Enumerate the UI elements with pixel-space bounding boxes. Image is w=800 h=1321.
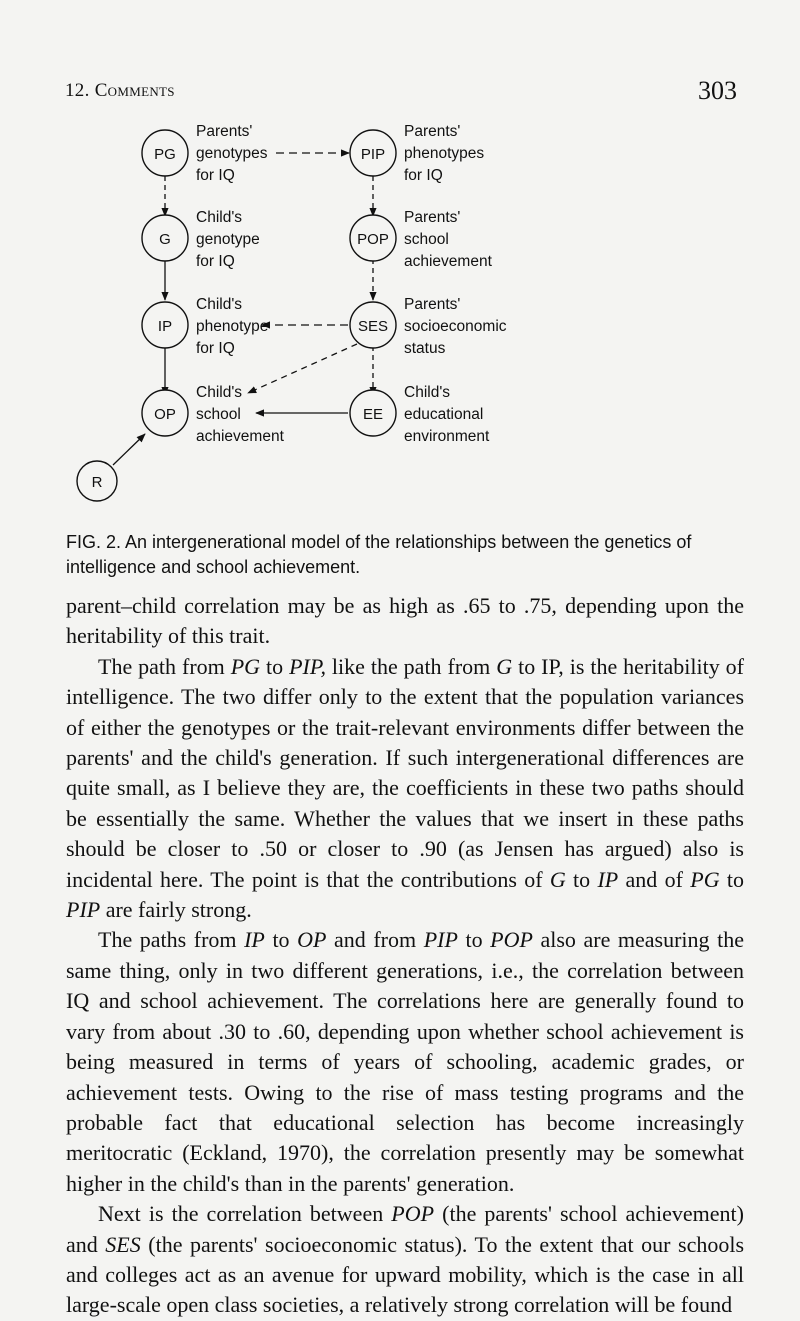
node-ip-label-2: phenotype	[196, 318, 269, 335]
node-ses-label-1: Parents'	[404, 296, 461, 313]
node-ee-label-2: educational	[404, 406, 484, 423]
node-r-abbr: R	[91, 474, 103, 491]
paragraph-1: parent–child correlation may be as high as .65 to .75, depending upon the heritability of this trait.	[66, 593, 744, 649]
link-r-op	[113, 434, 145, 465]
node-op-abbr: OP	[154, 406, 176, 423]
node-ses-abbr: SES	[357, 318, 389, 335]
node-pop-label-3: achievement	[404, 253, 492, 270]
figure-caption: FIG. 2. An intergenerational model of the relationships between the genetics of intelligence and school achievement.	[66, 532, 692, 577]
node-pop-abbr: POP	[357, 231, 389, 248]
node-ses-label-3: status	[404, 340, 446, 357]
node-pg-label-3: for IQ	[196, 167, 235, 184]
node-pop-label-2: school	[404, 231, 449, 248]
node-g-label-1: Child's	[196, 209, 243, 226]
node-pg-label-1: Parents'	[196, 123, 253, 140]
paragraph-4: Next is the correlation between POP (the parents' school achievement) and SES (the parents' socioeconomic status). To the extent that our schools and colleges act as an avenue for upward mobility, which is the case in all large-scale open class societies, a relatively strong correlation will be found	[66, 1201, 745, 1318]
node-pip-label-2: phenotypes	[404, 145, 485, 162]
node-pip-label-3: for IQ	[404, 167, 443, 184]
chapter-title: 12. Comments	[65, 80, 175, 101]
body-text	[66, 591, 744, 1321]
node-pip-label-1: Parents'	[404, 123, 461, 140]
node-g-label-3: for IQ	[196, 253, 235, 270]
node-op-label-1: Child's	[196, 384, 243, 401]
node-ee-abbr: EE	[362, 406, 384, 423]
node-ip-label-1: Child's	[196, 296, 243, 313]
node-pg-abbr: PG	[154, 146, 176, 163]
node-pg-label-2: genotypes	[196, 145, 268, 162]
paragraph-2: The path from PG to PIP, like the path from G to IP, is the heritability of intelligence. The two differ only to the extent that the population variances of either the genotypes or the trait-relevant environments differ between the parents' and the child's generation. If such intergenerational differences are quite small, as I believe they are, the coefficients in these two paths should be essentially the same. Whether the values that we insert in these paths should be closer to .50 or closer to .90 (as Jensen has argued) also is incidental here. The point is that the contributions of G to IP and of PG to PIP are fairly strong.	[66, 653, 744, 923]
node-ses-label-2: socioeconomic	[404, 318, 507, 335]
page-number: 303	[698, 76, 737, 105]
node-pop-label-1: Parents'	[404, 209, 461, 226]
link-ses-op	[248, 344, 357, 393]
path-diagram	[0, 0, 800, 520]
node-g-abbr: G	[159, 231, 171, 248]
paragraph-3: The paths from IP to OP and from PIP to POP also are measuring the same thing, only in two different generations, i.e., the correlation between IQ and school achievement. The correlations here are generally found to vary from about .30 to .60, depending upon whether school achievement is being measured in terms of years of schooling, academic grades, or achievement tests. Owing to the rise of mass testing programs and the probable fact that educational selection has become increasingly meritocratic (Eckland, 1970), the correlation presently may be somewhat higher in the child's than in the parents' generation.	[66, 927, 744, 1196]
node-op-label-2: school	[196, 406, 241, 423]
node-ip-label-3: for IQ	[196, 340, 235, 357]
node-ee-label-1: Child's	[404, 384, 451, 401]
node-g-label-2: genotype	[196, 231, 260, 248]
node-ee-label-3: environment	[404, 428, 490, 445]
node-op-label-3: achievement	[196, 428, 284, 445]
node-pip-abbr: PIP	[360, 146, 386, 163]
node-ip-abbr: IP	[157, 318, 173, 335]
